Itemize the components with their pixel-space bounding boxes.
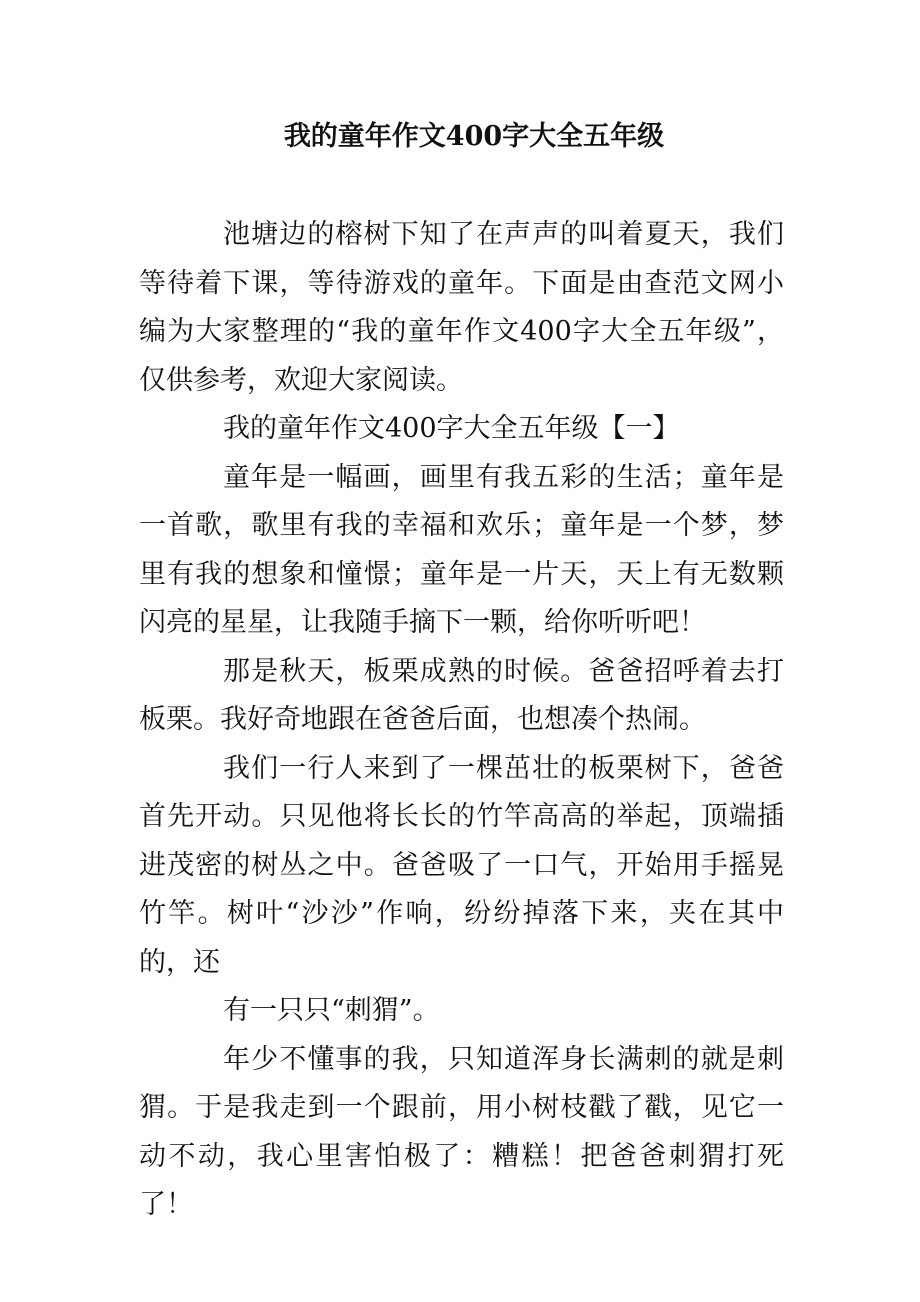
paragraph-hedgehog: 有一只只“刺猬”。 <box>223 995 440 1026</box>
document-body <box>139 211 784 1230</box>
paragraph-chestnut-tree: 我们一行人来到了一棵茁壮的板栗树下，爸爸首先开动。只见他将长长的竹竿高高的举起，顶端插进茂密的树丛之中。爸爸吸了一口气，开始用手摇晃竹竿。树叶“沙沙”作响，纷纷掉落下来，夹在其中的，还 <box>139 752 784 978</box>
document-title: 我的童年作文400字大全五年级 <box>283 121 665 152</box>
section-heading: 我的童年作文400字大全五年级【一】 <box>223 413 680 444</box>
paragraph-young-me: 年少不懂事的我，只知道浑身长满刺的就是刺猬。于是我走到一个跟前，用小树枝戳了戳，见它一动不动，我心里害怕极了：糟糕！把爸爸刺猬打死了！ <box>139 1043 784 1220</box>
paragraph-childhood: 童年是一幅画，画里有我五彩的生活；童年是一首歌，歌里有我的幸福和欢乐；童年是一个梦，梦里有我的想象和憧憬；童年是一片天，天上有无数颗闪亮的星星，让我随手摘下一颗，给你听听吧！ <box>139 461 784 638</box>
paragraph-intro: 池塘边的榕树下知了在声声的叫着夏天，我们等待着下课，等待游戏的童年。下面是由查范文网小编为大家整理的“我的童年作文400字大全五年级”，仅供参考，欢迎大家阅读。 <box>139 219 784 396</box>
paragraph-autumn: 那是秋天，板栗成熟的时候。爸爸招呼着去打板栗。我好奇地跟在爸爸后面，也想凑个热闹。 <box>139 655 784 735</box>
